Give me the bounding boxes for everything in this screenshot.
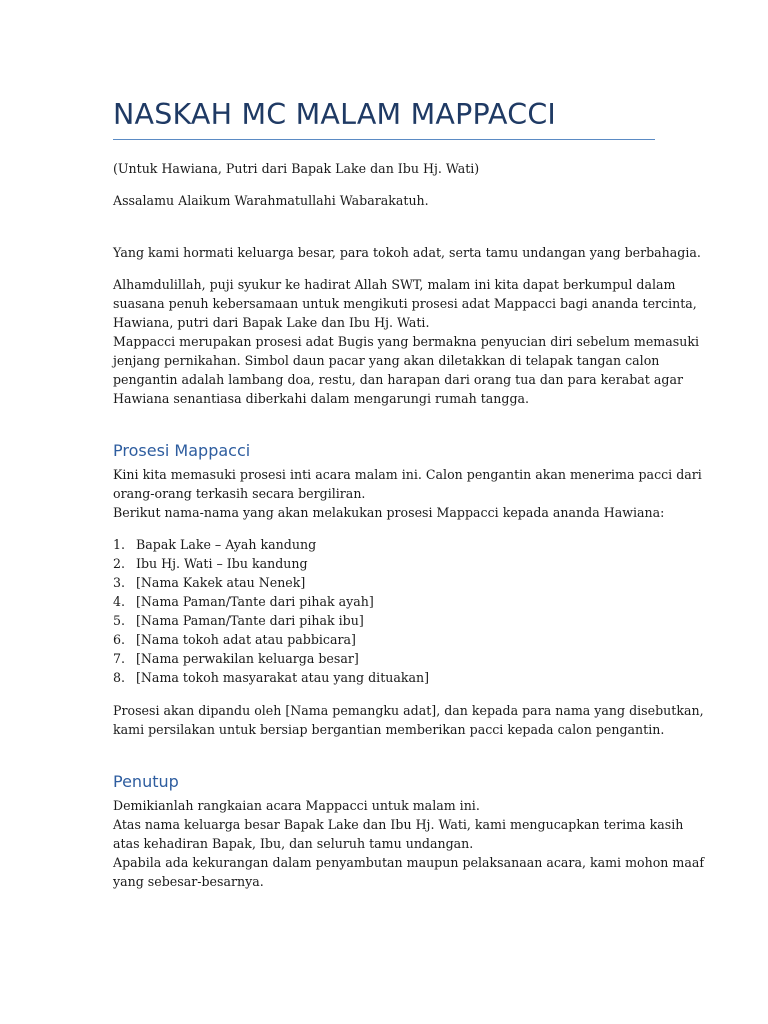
- penutup-paragraph: [113, 796, 705, 891]
- prosesi-paragraph: [113, 465, 702, 522]
- list-number: 4.: [113, 594, 126, 609]
- paragraph-line: Apabila ada kekurangan dalam penyambutan maupun pelaksanaan acara, kami mohon maaf: [113, 855, 705, 870]
- list-number: 1.: [113, 537, 126, 552]
- list-text: [Nama Kakek atau Nenek]: [136, 575, 306, 590]
- paragraph-line: Prosesi akan dipandu oleh [Nama pemangku adat], dan kepada para nama yang disebutkan,: [113, 703, 704, 718]
- document-title: NASKAH MC MALAM MAPPACCI: [113, 98, 557, 131]
- paragraph-line: Mappacci merupakan prosesi adat Bugis yang bermakna penyucian diri sebelum memasuki: [113, 334, 699, 349]
- paragraph-line: Hawiana senantiasa diberkahi dalam mengarungi rumah tangga.: [113, 391, 530, 406]
- greeting-text: Assalamu Alaikum Warahmatullahi Wabarakatuh.: [113, 193, 429, 208]
- heading-prosesi-mappacci: Prosesi Mappacci: [113, 441, 251, 460]
- list-text: [Nama Paman/Tante dari pihak ibu]: [136, 613, 364, 628]
- list-number: 8.: [113, 670, 126, 685]
- paragraph-line: Atas nama keluarga besar Bapak Lake dan Ibu Hj. Wati, kami mengucapkan terima kasih: [113, 817, 684, 832]
- list-text: [Nama perwakilan keluarga besar]: [136, 651, 359, 666]
- list-text: Bapak Lake – Ayah kandung: [136, 537, 317, 552]
- list-text: [Nama Paman/Tante dari pihak ayah]: [136, 594, 374, 609]
- prosesi-closing-paragraph: [113, 701, 704, 739]
- paragraph-line: Berikut nama-nama yang akan melakukan prosesi Mappacci kepada ananda Hawiana:: [113, 505, 665, 520]
- list-number: 3.: [113, 575, 126, 590]
- intro-text: Yang kami hormati keluarga besar, para tokoh adat, serta tamu undangan yang berbahagia.: [113, 245, 701, 260]
- paragraph-line: Hawiana, putri dari Bapak Lake dan Ibu Hj. Wati.: [113, 315, 430, 330]
- list-number: 5.: [113, 613, 126, 628]
- title-underline: [113, 139, 655, 140]
- subtitle-text: (Untuk Hawiana, Putri dari Bapak Lake dan Ibu Hj. Wati): [113, 161, 480, 176]
- paragraph-line: suasana penuh kebersamaan untuk mengikuti prosesi adat Mappacci bagi ananda tercinta,: [113, 296, 697, 311]
- list-number: 2.: [113, 556, 126, 571]
- paragraph-line: yang sebesar-besarnya.: [113, 874, 264, 889]
- paragraph-line: Demikianlah rangkaian acara Mappacci untuk malam ini.: [113, 798, 480, 813]
- paragraph-line: kami persilakan untuk bersiap bergantian memberikan pacci kepada calon pengantin.: [113, 722, 665, 737]
- paragraph-line: orang-orang terkasih secara bergiliran.: [113, 486, 366, 501]
- list-number: 6.: [113, 632, 126, 647]
- list-text: [Nama tokoh masyarakat atau yang dituakan]: [136, 670, 430, 685]
- list-text: Ibu Hj. Wati – Ibu kandung: [136, 556, 308, 571]
- opening-paragraph: [113, 275, 699, 408]
- list-number: 7.: [113, 651, 126, 666]
- paragraph-line: Kini kita memasuki prosesi inti acara malam ini. Calon pengantin akan menerima pacci dari: [113, 467, 702, 482]
- heading-penutup: Penutup: [113, 772, 179, 791]
- paragraph-line: Alhamdulillah, puji syukur ke hadirat Allah SWT, malam ini kita dapat berkumpul dalam: [113, 277, 676, 292]
- paragraph-line: atas kehadiran Bapak, Ibu, dan seluruh tamu undangan.: [113, 836, 474, 851]
- paragraph-line: jenjang pernikahan. Simbol daun pacar yang akan diletakkan di telapak tangan calon: [113, 353, 660, 368]
- list-text: [Nama tokoh adat atau pabbicara]: [136, 632, 356, 647]
- paragraph-line: pengantin adalah lambang doa, restu, dan harapan dari orang tua dan para kerabat agar: [113, 372, 683, 387]
